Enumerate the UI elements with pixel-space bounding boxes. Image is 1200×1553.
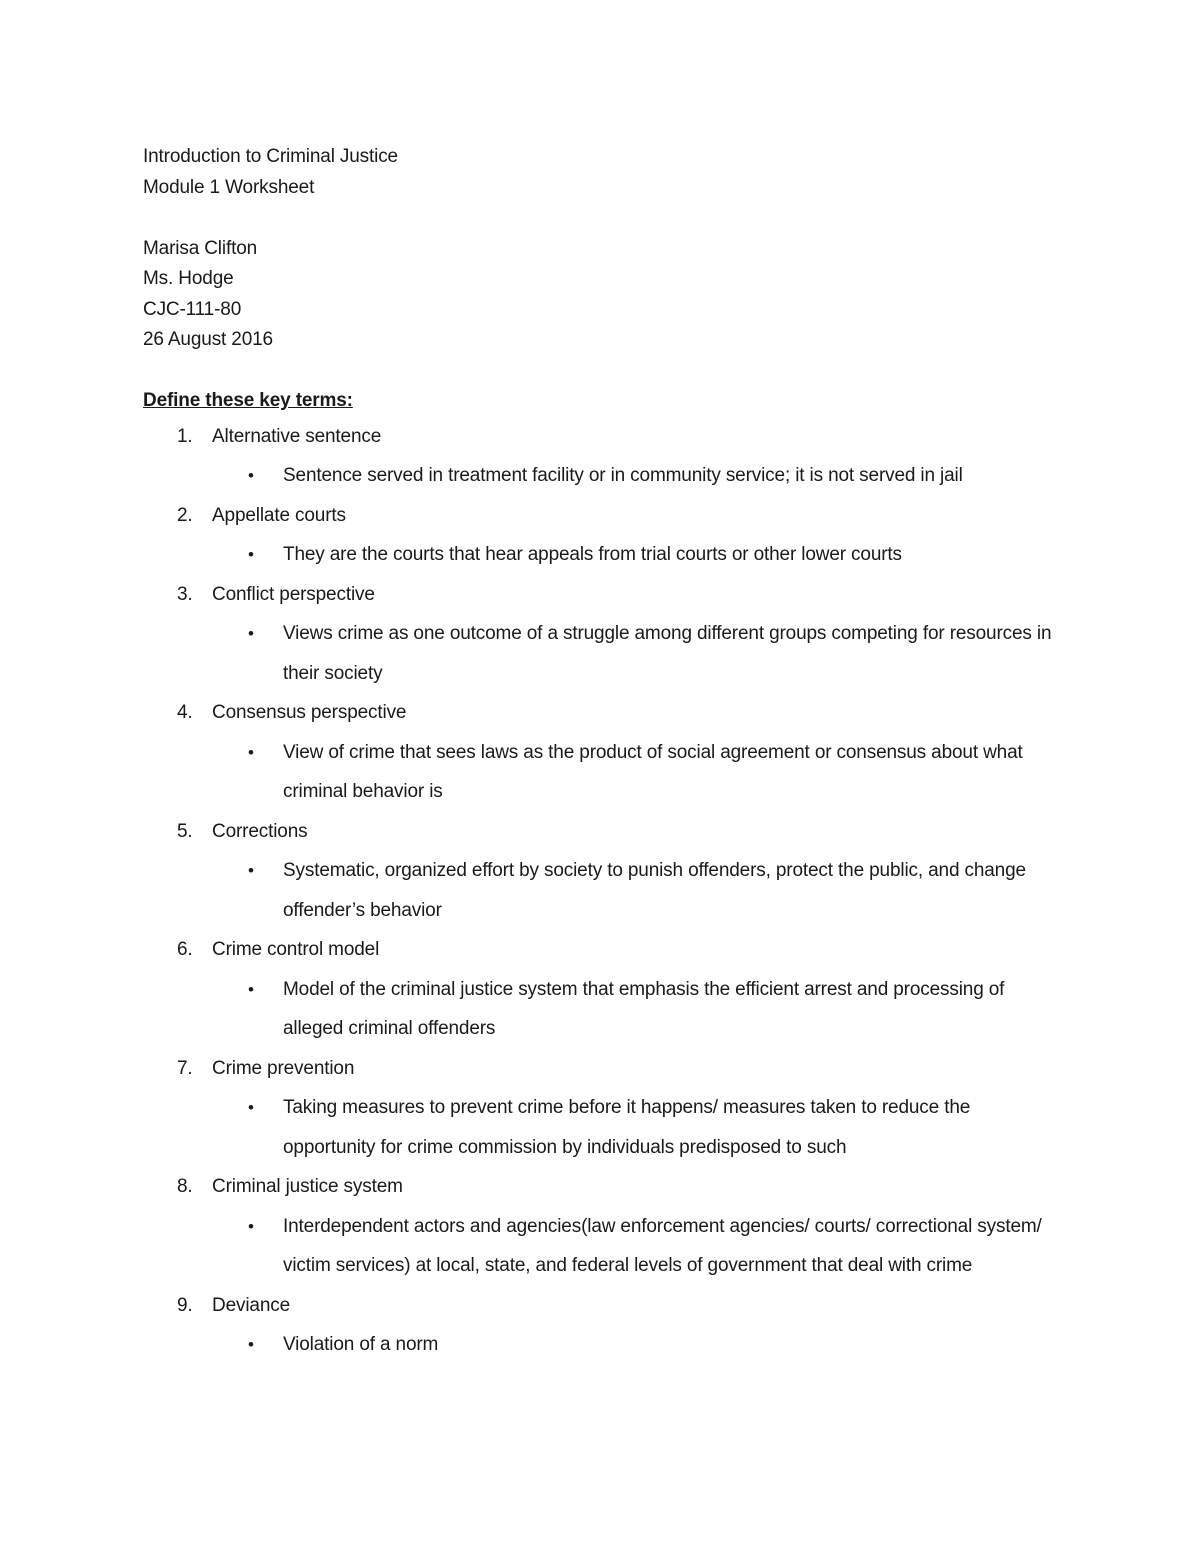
- definition-row: [143, 851, 1100, 930]
- terms-list: [143, 417, 1100, 1365]
- bullet-icon: •: [248, 624, 254, 643]
- term-label: Conflict perspective: [212, 583, 375, 605]
- document-title-block: [143, 142, 1100, 203]
- term-label: Alternative sentence: [212, 425, 382, 447]
- definition-row: [143, 1325, 1100, 1365]
- term-number: 9.: [177, 1294, 193, 1316]
- term-number: 4.: [177, 702, 193, 723]
- term-row: [143, 1167, 1100, 1207]
- term-row: [143, 930, 1100, 970]
- term-definition: View of crime that sees laws as the product of social agreement or consensus about what criminal behavior is: [283, 741, 1023, 802]
- term-label: Crime prevention: [212, 1057, 355, 1079]
- term-row: [143, 812, 1100, 852]
- bullet-icon: •: [248, 1335, 254, 1354]
- term-item-9: [143, 1286, 1100, 1365]
- bullet-icon: •: [248, 861, 254, 880]
- bullet-icon: •: [248, 742, 254, 762]
- term-label: Crime control model: [212, 939, 380, 960]
- section-heading: Define these key terms:: [143, 390, 353, 411]
- course-code: CJC-111-80: [143, 298, 242, 320]
- definition-row: [143, 733, 1100, 812]
- definition-row: [143, 970, 1100, 1049]
- definition-row: [143, 1207, 1100, 1286]
- course-title: Introduction to Criminal Justice: [143, 146, 398, 167]
- definition-row: [143, 614, 1100, 693]
- term-definition: Violation of a norm: [283, 1334, 439, 1355]
- term-item-4: [143, 693, 1100, 812]
- term-definition: Sentence served in treatment facility or in community service; it is not served in jail: [283, 465, 963, 486]
- student-info-block: [143, 234, 1100, 356]
- term-item-1: [143, 417, 1100, 496]
- term-number: 8.: [177, 1176, 193, 1197]
- term-definition: They are the courts that hear appeals from trial courts or other lower courts: [283, 544, 902, 565]
- term-label: Deviance: [212, 1294, 291, 1316]
- term-definition: Taking measures to prevent crime before it happens/ measures taken to reduce the opportunity for crime commission by individuals predisposed to such: [283, 1097, 971, 1158]
- term-row: [143, 1049, 1100, 1089]
- term-item-6: [143, 930, 1100, 1049]
- term-number: 5.: [177, 820, 193, 842]
- student-name: Marisa Clifton: [143, 237, 258, 259]
- term-label: Criminal justice system: [212, 1176, 403, 1197]
- bullet-icon: •: [248, 1216, 254, 1236]
- term-item-3: [143, 575, 1100, 694]
- term-item-7: [143, 1049, 1100, 1168]
- term-number: 3.: [177, 583, 193, 605]
- term-number: 1.: [177, 425, 193, 447]
- term-number: 2.: [177, 504, 193, 526]
- bullet-icon: •: [248, 466, 254, 485]
- term-label: Appellate courts: [212, 504, 346, 526]
- bullet-icon: •: [248, 979, 254, 999]
- term-row: [143, 575, 1100, 615]
- bullet-icon: •: [248, 545, 254, 564]
- term-definition: Interdependent actors and agencies(law enforcement agencies/ courts/ correctional system/ victim services) at local, state, and federal levels of government that deal with crime: [283, 1215, 1042, 1276]
- term-item-2: [143, 496, 1100, 575]
- bullet-icon: •: [248, 1098, 254, 1117]
- term-label: Consensus perspective: [212, 702, 407, 723]
- term-row: [143, 693, 1100, 733]
- term-row: [143, 417, 1100, 457]
- term-number: 6.: [177, 939, 193, 960]
- term-definition: Views crime as one outcome of a struggle among different groups competing for resources in their society: [283, 623, 1052, 684]
- term-definition: Systematic, organized effort by society to punish offenders, protect the public, and change offender’s behavior: [283, 860, 1026, 921]
- term-row: [143, 496, 1100, 536]
- definition-row: [143, 535, 1100, 575]
- term-definition: Model of the criminal justice system that emphasis the efficient arrest and processing of alleged criminal offenders: [283, 978, 1005, 1039]
- definition-row: [143, 456, 1100, 496]
- term-row: [143, 1286, 1100, 1326]
- instructor-name: Ms. Hodge: [143, 268, 234, 289]
- date: 26 August 2016: [143, 329, 273, 350]
- term-label: Corrections: [212, 820, 308, 842]
- term-number: 7.: [177, 1057, 193, 1079]
- term-item-5: [143, 812, 1100, 931]
- definition-row: [143, 1088, 1100, 1167]
- worksheet-title: Module 1 Worksheet: [143, 176, 315, 198]
- term-item-8: [143, 1167, 1100, 1286]
